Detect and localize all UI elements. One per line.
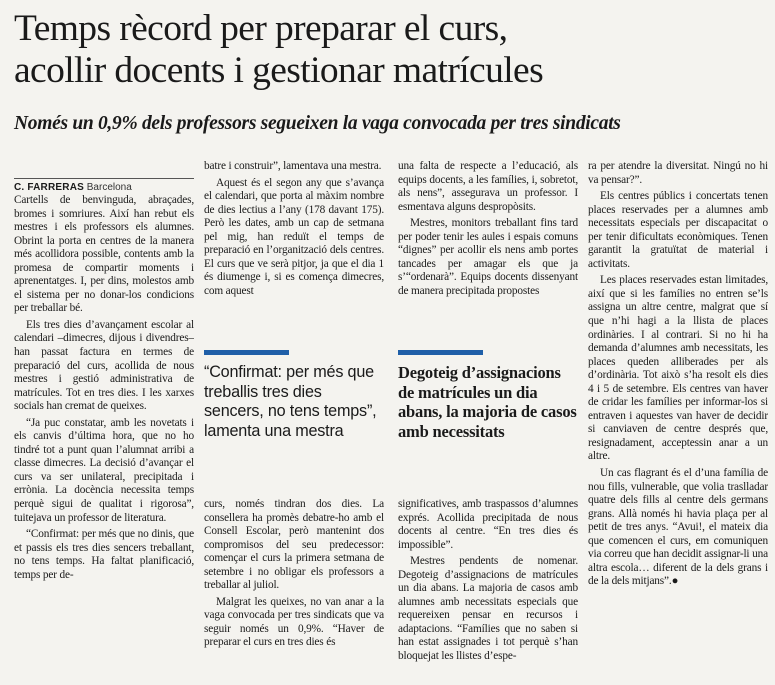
paragraph: curs, només tindran dos dies. La consellera ha promès debatre-ho amb el Consell Escolar, però mantenint dos compromisos del seu predecessor: començar el curs la primera setmana de setembre i no obligar els professors a treballar al juliol. (204, 498, 384, 592)
headline (14, 8, 774, 92)
pull-quote-bar (398, 350, 483, 355)
subheadline: Només un 0,9% dels professors segueixen la vaga convocada per tres sindicats (14, 113, 621, 134)
paragraph: “Ja puc constatar, amb les novetats i els canvis d’última hora, que no ho tindré tot a punt quan l’alumnat arribi a classe dimecres. La decisió d’avançar el curs va ser unilateral, precipitada i errònia. La docència necessita temps perquè sigui de qualitat i rigorosa”, tuitejava un professor de literatura. (14, 416, 194, 524)
paragraph: batre i construir”, lamentava una mestra. (204, 160, 382, 172)
column-2-top (204, 160, 384, 348)
column-4 (588, 160, 768, 685)
column-2-bottom (204, 498, 384, 653)
byline-place: Barcelona (86, 182, 132, 193)
paragraph: Mestres, monitors treballant fins tard per poder tenir les aules i espais comuns “dignes” per acollir els nens amb portes tancades per amagar els que ja s’“ordenarà”. Equips docents dissenyant de manera precipitada propostes (398, 217, 578, 297)
byline-author: C. FARRERAS (14, 182, 84, 193)
paragraph: Malgrat les queixes, no van anar a la vaga convocada per tres sindicats que va seguir només un 0,9%. “Haver de preparar el curs en tres dies és (204, 595, 384, 649)
pull-quote-text: Degoteig d’assignacions de matrícules un dia abans, la majoria de casos amb necessitats (398, 363, 577, 441)
column-1 (14, 194, 194, 685)
paragraph: “Confirmat: per més que no dinis, que et passis els tres dies sencers treballant, no tens temps. Ha faltat planificació, temps per de- (14, 528, 194, 581)
paragraph: una falta de respecte a l’educació, als equips docents, a les famílies, i, sobretot, als nens”, assegurava un professor. I esmentava alguns despropòsits. (398, 160, 578, 213)
column-3-top (398, 160, 578, 348)
paragraph: significatives, amb traspassos d’alumnes exprés. Acollida precipitada de nous docents al centre. “En tres dies és impossible”. (398, 498, 578, 551)
pull-quote-text: “Confirmat: per més que treballis tres dies sencers, no tens temps”, lamenta una mestra (204, 363, 377, 440)
pull-quote-2 (398, 350, 578, 441)
pull-quote-1 (204, 350, 384, 441)
paragraph: Cartells de benvinguda, abraçades, bromes i somriures. Així han rebut els mestres i els professors els alumnes. Obrint la porta en centres de la manera més acollidora possible, contents amb la promesa de compartir moments i aprenentatges. I, per dins, molestos amb el sistema per no donar-los condicions per treballar bé. (14, 194, 194, 315)
paragraph: Mestres pendents de nomenar. Degoteig d’assignacions de matrícules un dia abans. La majoria de casos amb alumnes amb necessitats especials que requereixen pensar en recursos i adaptacions. “Famílies que no saben si han estat assignades i tot perquè s’han bloquejat les llistes d’espe- (398, 555, 578, 663)
paragraph: Els centres públics i concertats tenen places reservades per a alumnes amb necessitats especials per discapacitat o per tenir dificultats econòmiques. Tenen garantit la gratuïtat de material i activitats. (588, 190, 768, 270)
headline-line-1: Temps rècord per preparar el curs, (14, 8, 508, 49)
byline (14, 178, 194, 193)
column-3-bottom (398, 498, 578, 667)
headline-line-2: acollir docents i gestionar matrícules (14, 50, 544, 91)
pull-quote-bar (204, 350, 289, 355)
paragraph: Un cas flagrant és el d’una família de nou fills, vulnerable, que volia traslladar quatre dels fills al centre dels germans grans. Allà només hi havia plaça per al petit de tres anys. “Avui!, el mateix dia que comencen el curs, em comuniquen via correu que han decidit assignar-li una altra escola… diferent de la dels grans i de la dels mitjans”.● (588, 467, 768, 588)
paragraph: Els tres dies d’avançament escolar al calendari –dimecres, dijous i divendres– han passat factura en termes de preparació del curs, acollida de nous mestres i gestió administrativa de matrícules. Tot en tres dies. I les xarxes socials han cremat de queixes. (14, 318, 194, 413)
paragraph: Aquest és el segon any que s’avança el calendari, que porta al màxim nombre de dies lectius a l’any (178 davant 175). Però les dates, amb un cap de setmana pel mig, han reduït el temps de preparació en l’organització dels centres. El curs que ve serà pitjor, ja que el dia 1 és diumenge i, si es comença dimecres, com aquest (204, 176, 384, 297)
paragraph: Les places reservades estan limitades, així que si les famílies no entren se’ls assigna un altre centre, malgrat que sí que n’hi hagi a la llista de places ordinàries. I al contrari. Si no hi ha demanda d’alumnes amb necessitats, les places queden alliberades per als d’ordinària. Tot això s’ha resolt els dies 4 i 5 de setembre. Els centres van haver de cridar les famílies per informar-los si entraven i aquestes van haver de decidir si canviaven de centre després que, resignadament, acceptessin anar a un altre. (588, 274, 768, 463)
paragraph: ra per atendre la diversitat. Ningú no hi va pensar?”. (588, 160, 768, 186)
